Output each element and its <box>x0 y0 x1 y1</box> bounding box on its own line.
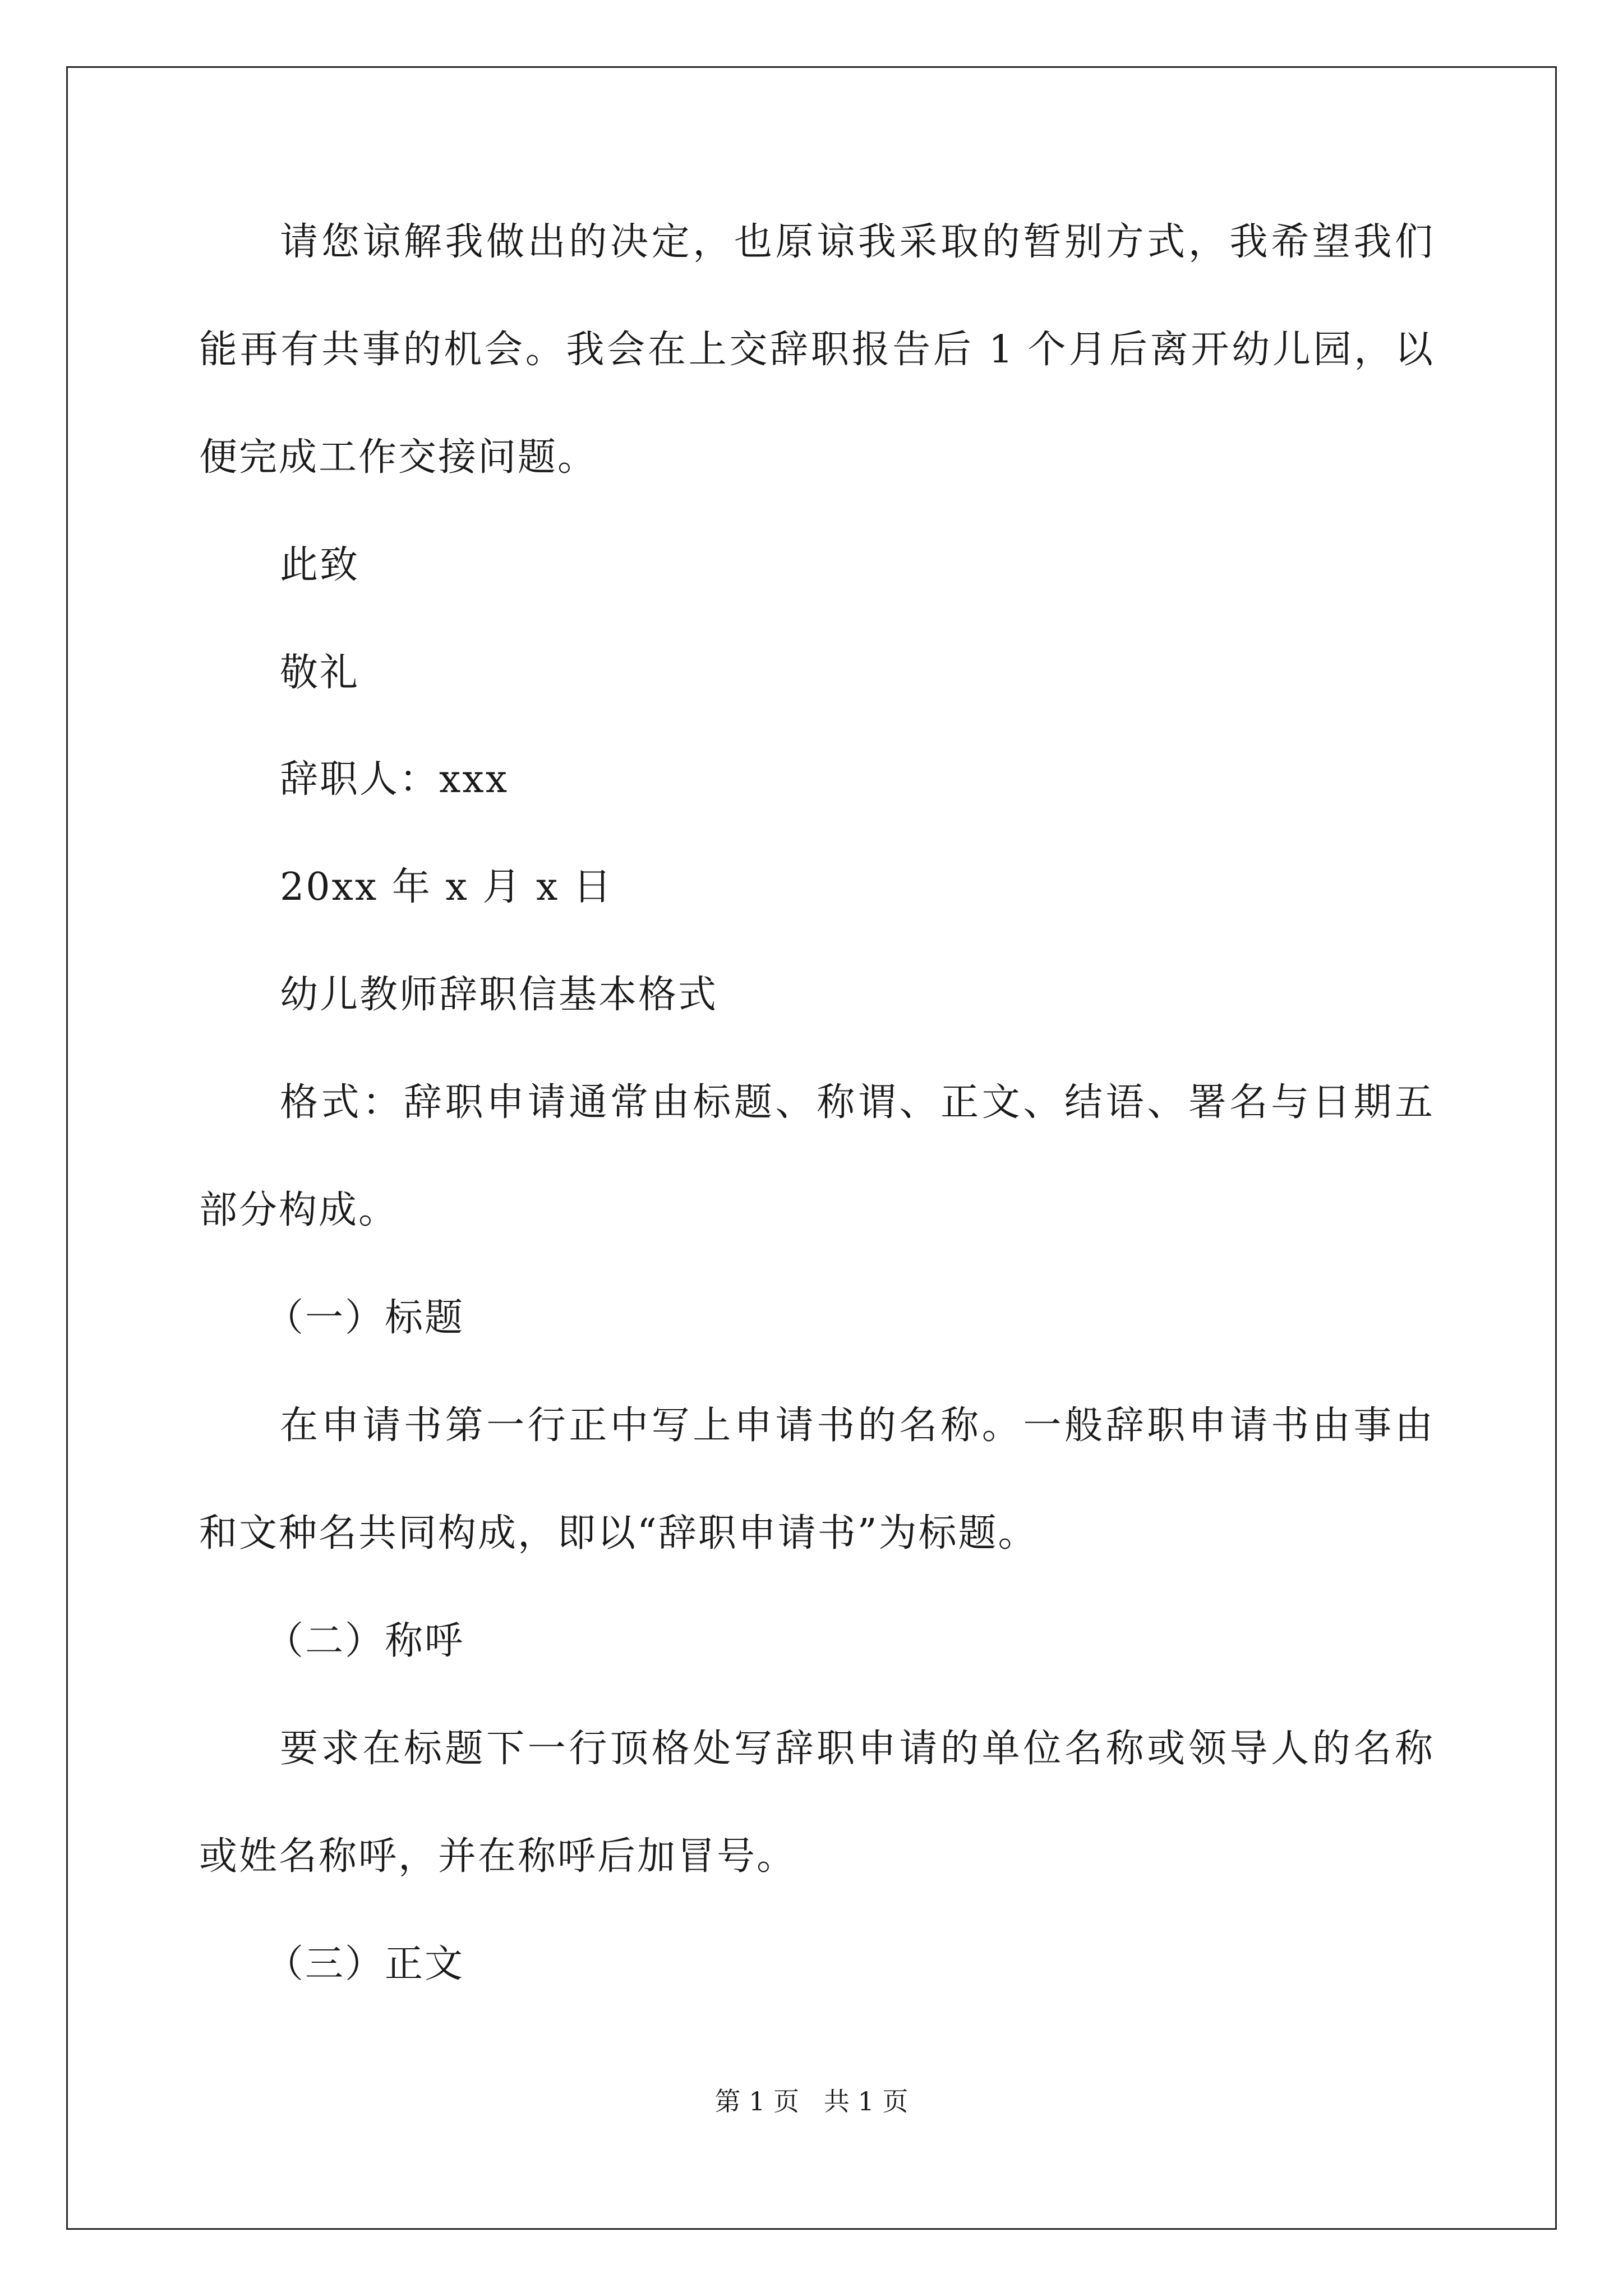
paragraph-line: 和文种名共同构成，即以“辞职申请书”为标题。 <box>199 1511 1038 1556</box>
paragraph-line: 请您谅解我做出的决定，也原谅我采取的暂别方式，我希望我们 <box>280 220 1433 264</box>
subsection-heading: （一）标题 <box>265 1296 465 1340</box>
subsection-heading: （二）称呼 <box>265 1619 465 1663</box>
paragraph-line: 便完成工作交接问题。 <box>199 435 598 480</box>
paragraph-line: 在申请书第一行正中写上申请书的名称。一般辞职申请书由事由 <box>280 1404 1433 1448</box>
signature-line: 辞职人：xxx <box>280 757 509 802</box>
paragraph-line: 部分构成。 <box>199 1188 399 1232</box>
section-heading: 幼儿教师辞职信基本格式 <box>280 973 718 1017</box>
page-border <box>66 66 1557 2230</box>
salutation-line: 敬礼 <box>280 651 360 695</box>
paragraph-line: 能再有共事的机会。我会在上交辞职报告后 1 个月后离开幼儿园，以 <box>199 328 1433 372</box>
paragraph-line: 或姓名称呼，并在称呼后加冒号。 <box>199 1834 797 1879</box>
paragraph-line: 格式：辞职申请通常由标题、称谓、正文、结语、署名与日期五 <box>280 1080 1433 1125</box>
page-footer: 第 1 页 共 1 页 <box>714 2086 909 2116</box>
subsection-heading: （三）正文 <box>265 1942 465 1986</box>
date-line: 20xx 年 x 月 x 日 <box>280 865 614 909</box>
salutation-line: 此致 <box>280 543 360 587</box>
paragraph-line: 要求在标题下一行顶格处写辞职申请的单位名称或领导人的名称 <box>280 1727 1433 1771</box>
